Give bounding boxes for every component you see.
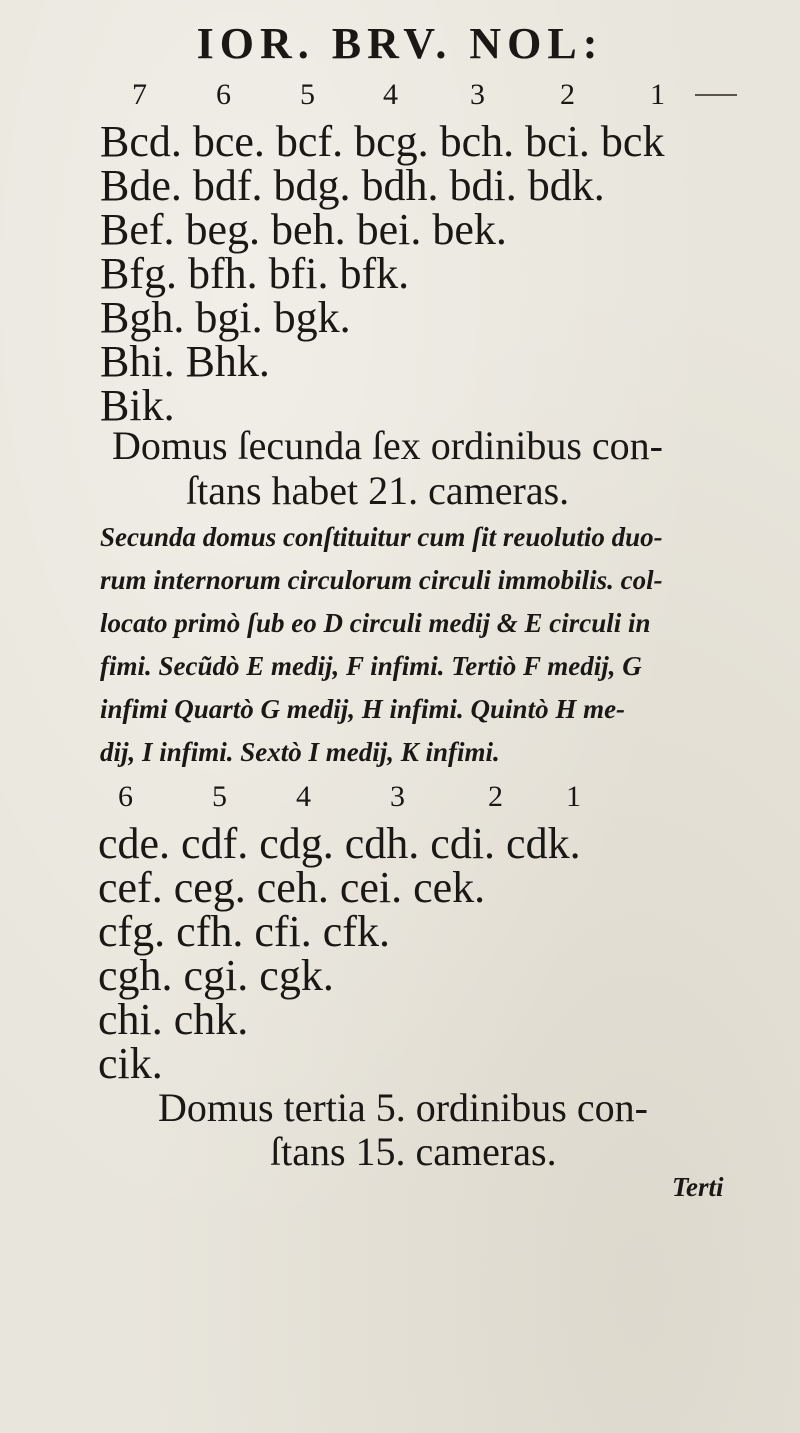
italic-text-line: infimi Quartò G medij, H infimi. Quintò H me- [100,694,626,724]
column-numbers-1 [0,78,800,114]
section-title-line: ſtans 15. cameras. [270,1129,557,1174]
column-number: 1 [650,78,665,111]
italic-text-line: locato primò ſub eo D circuli medij & E circuli in [100,608,651,638]
combination-row: cik. [98,1039,163,1088]
column-number: 1 [566,780,581,813]
column-number: 2 [560,78,575,111]
section-title-line: Domus ſecunda ſex ordinibus con- [112,423,663,468]
column-number: 6 [216,78,231,111]
combination-row: Bgh. bgi. bgk. [100,293,351,342]
section-title-line: Domus tertia 5. ordinibus con- [158,1085,648,1130]
combination-row: chi. chk. [98,995,249,1044]
column-number: 4 [383,78,398,111]
column-number: 5 [212,780,227,813]
italic-text-line: dij, I infimi. Sextò I medij, K infimi. [100,737,500,767]
printers-rule [695,94,737,96]
column-numbers-2 [0,780,800,816]
italic-text-line: fimi. Secũdò E medij, F infimi. Tertiò F medij, G [100,651,642,681]
column-number: 3 [390,780,405,813]
column-number: 2 [488,780,503,813]
combination-row: Bef. beg. beh. bei. bek. [100,205,507,254]
column-number: 4 [296,780,311,813]
combination-row: Bik. [100,381,175,430]
italic-text-line: Secunda domus conſtituitur cum ſit reuolutio duo- [100,522,663,552]
combination-row: Bfg. bfh. bfi. bfk. [100,249,410,298]
combination-row: cef. ceg. ceh. cei. cek. [98,863,486,912]
combination-row: Bcd. bce. bcf. bcg. bch. bci. bck [100,117,665,166]
column-number: 7 [132,78,147,111]
combination-row: Bhi. Bhk. [100,337,270,386]
column-number: 3 [470,78,485,111]
combination-row: cde. cdf. cdg. cdh. cdi. cdk. [98,819,581,868]
combination-row: cfg. cfh. cfi. cfk. [98,907,390,956]
column-number: 5 [300,78,315,111]
combination-row: cgh. cgi. cgk. [98,951,334,1000]
italic-text-line: rum internorum circulorum circuli immobilis. col- [100,565,663,595]
combination-row: Bde. bdf. bdg. bdh. bdi. bdk. [100,161,605,210]
catchword: Terti [672,1172,724,1202]
running-head: IOR. BRV. NOL: [196,19,604,68]
column-number: 6 [118,780,133,813]
section-title-line: ſtans habet 21. cameras. [186,468,570,513]
